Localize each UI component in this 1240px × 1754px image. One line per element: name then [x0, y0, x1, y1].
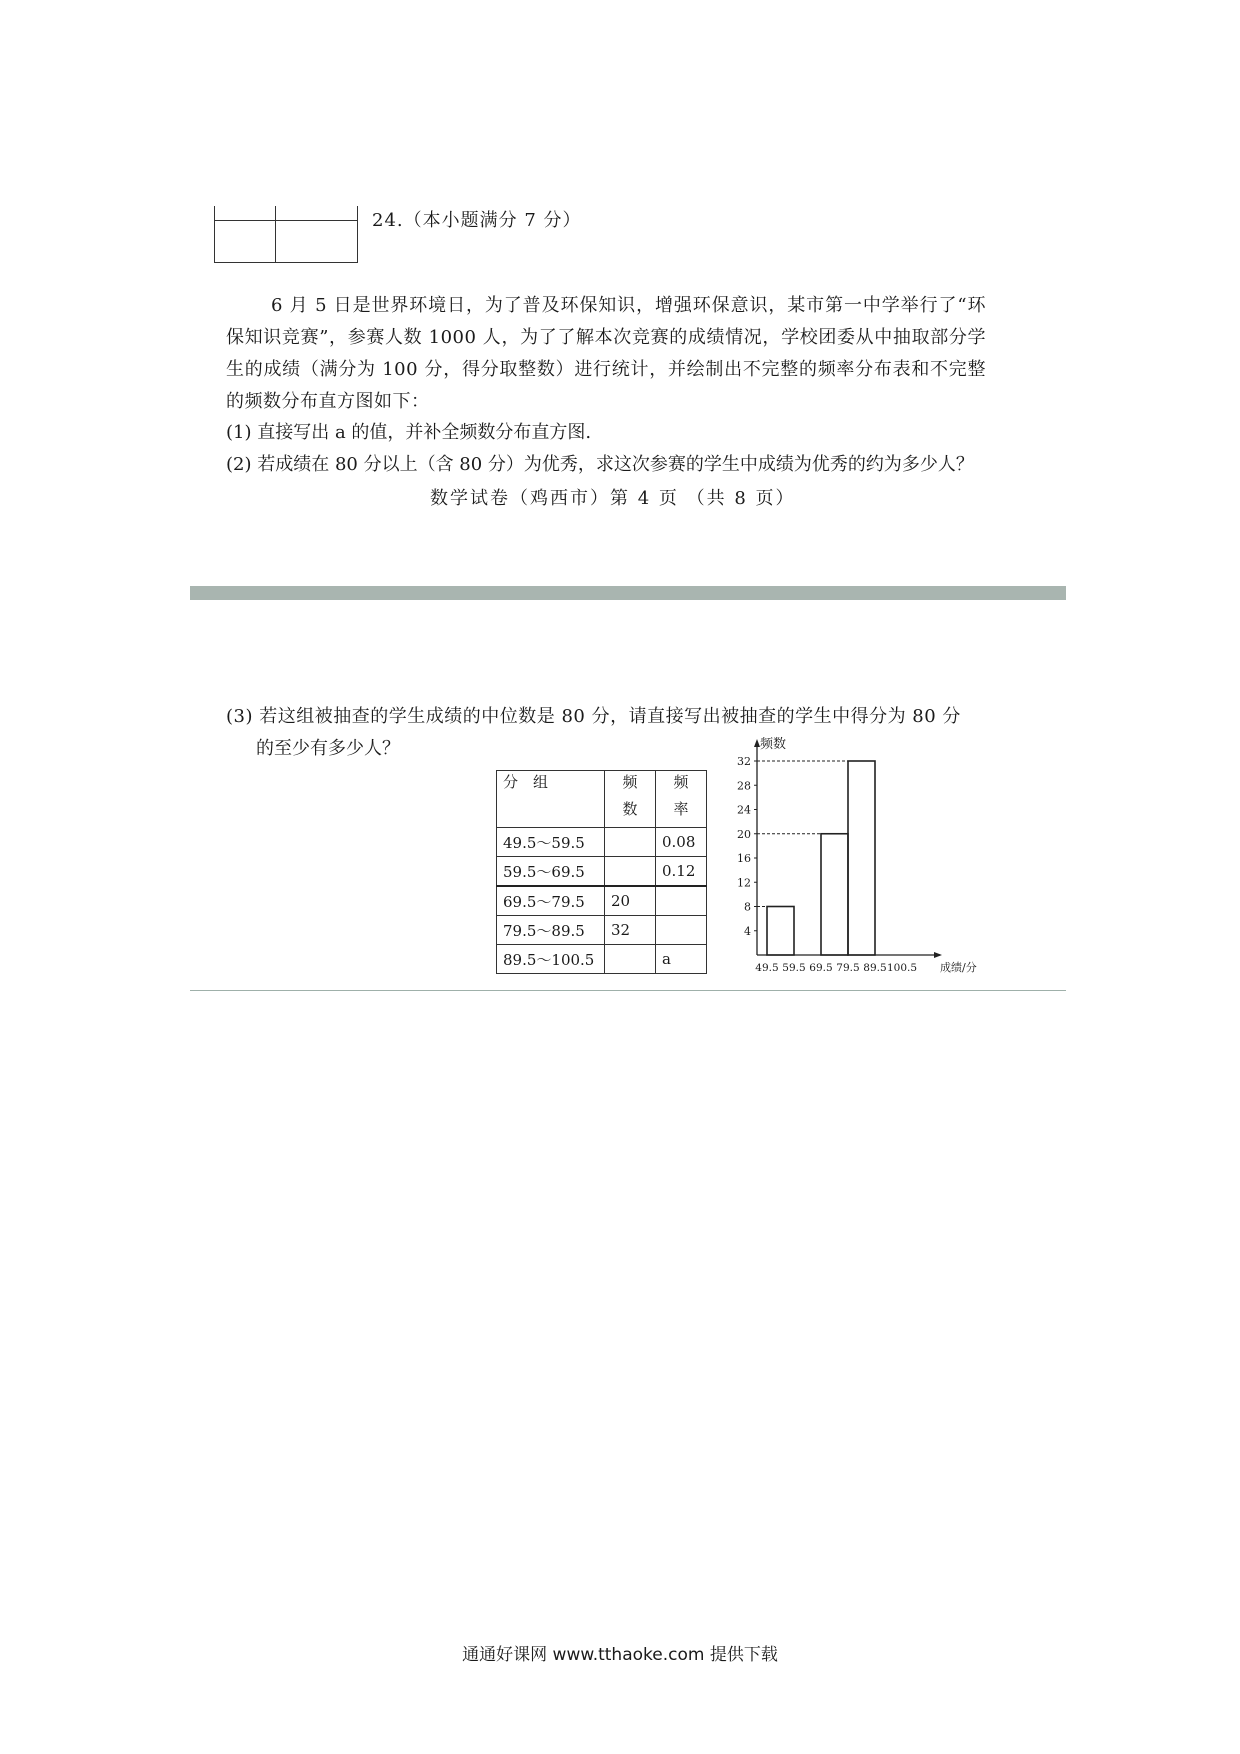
table-row: [497, 857, 707, 887]
score-box: [214, 206, 358, 263]
site-footer: 通通好课网 www.tthaoke.com 提供下载: [462, 1645, 778, 1665]
histogram-bar: [767, 907, 794, 956]
cell-group: 69.5～79.5: [497, 886, 605, 916]
page-footer: 数学试卷（鸡西市）第 4 页 （共 8 页）: [430, 488, 796, 509]
cell-rate: [656, 916, 707, 945]
header-rate: 频 率: [656, 771, 707, 828]
x-tick-label: 49.5: [755, 962, 779, 974]
y-tick-label: 16: [737, 852, 751, 865]
y-tick-label: 28: [737, 779, 751, 793]
page-bottom-rule: [190, 990, 1066, 991]
cell-group: 49.5～59.5: [497, 828, 605, 857]
cell-count: 32: [605, 916, 656, 945]
frequency-table: [496, 770, 707, 974]
cell-count: [605, 857, 656, 887]
table-row: [497, 828, 707, 857]
table-row: [497, 886, 707, 916]
cell-count: [605, 828, 656, 857]
x-tick-label: 69.5: [809, 962, 833, 974]
question-part3-line1: (3) 若这组被抽查的学生成绩的中位数是 80 分，请直接写出被抽查的学生中得分为 80 分: [226, 706, 961, 727]
x-axis-arrow: [934, 952, 942, 958]
header-group: 分 组: [497, 771, 605, 828]
cell-rate: [656, 886, 707, 916]
cell-group: 89.5～100.5: [497, 945, 605, 974]
cell-rate: 0.08: [656, 828, 707, 857]
page-separator-band: [190, 586, 1066, 600]
cell-rate: a: [656, 945, 707, 974]
table-row: [497, 945, 707, 974]
y-tick-label: 20: [737, 827, 751, 841]
header-count: 频 数: [605, 771, 656, 828]
y-axis-label: 频数: [760, 737, 787, 752]
histogram-bar: [848, 761, 875, 955]
y-tick-label: 32: [737, 755, 751, 768]
question-title: 24.（本小题满分 7 分）: [372, 210, 582, 231]
x-tick-label: 79.5: [836, 962, 860, 974]
frequency-histogram: [730, 728, 1000, 980]
y-tick-label: 12: [737, 876, 751, 890]
cell-rate: 0.12: [656, 857, 707, 887]
cell-count: 20: [605, 886, 656, 916]
question-part1: (1) 直接写出 a 的值，并补全频数分布直方图.: [226, 422, 592, 443]
table-header-row: [497, 771, 707, 828]
question-part2: (2) 若成绩在 80 分以上（含 80 分）为优秀，求这次参赛的学生中成绩为优秀的约为多少人？: [226, 454, 974, 475]
question-part3-line2: 的至少有多少人？: [256, 738, 400, 759]
x-tick-label: 100.5: [886, 962, 918, 974]
histogram-bar: [821, 834, 848, 955]
y-tick-label: 4: [744, 924, 751, 938]
cell-count: [605, 945, 656, 974]
cell-group: 79.5～89.5: [497, 916, 605, 945]
x-tick-label: 59.5: [782, 962, 806, 974]
y-tick-label: 8: [744, 900, 751, 914]
y-tick-label: 24: [737, 803, 751, 817]
cell-group: 59.5～69.5: [497, 857, 605, 887]
x-axis-label: 成绩/分: [940, 961, 977, 974]
x-tick-label: 89.5: [863, 962, 887, 974]
table-row: [497, 916, 707, 945]
question-intro: 6 月 5 日是世界环境日，为了普及环保知识，增强环保意识，某市第一中学举行了“环保知识竞赛”，参赛人数 1000 人，为了了解本次竞赛的成绩情况，学校团委从中抽取部分学生的成绩（满分为 100 分，得分取整数）进行统计，并绘制出不完整的频率分布表和不完整的频数分布直方图如下：: [226, 295, 986, 412]
